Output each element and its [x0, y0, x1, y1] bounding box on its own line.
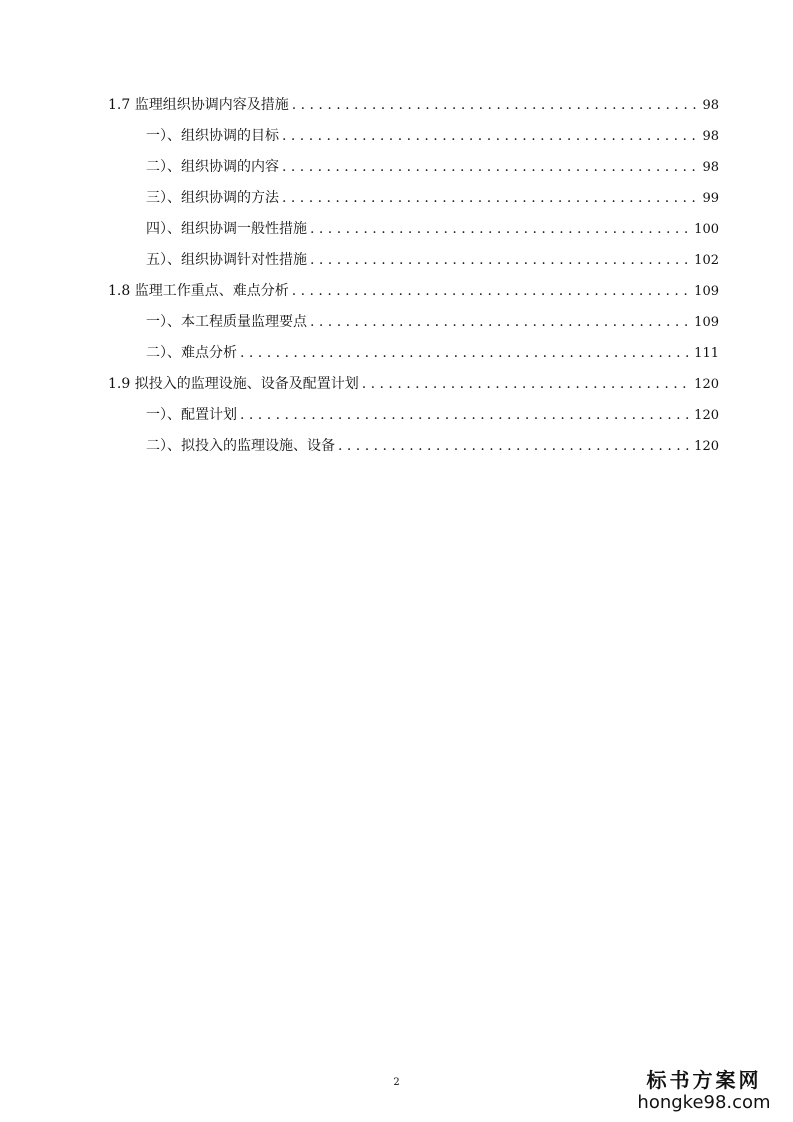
- toc-dot-leader: [240, 342, 691, 364]
- toc-entry-title: 1.9 拟投入的监理设施、设备及配置计划: [108, 376, 359, 392]
- toc-dot-leader: [338, 435, 691, 457]
- toc-entry-page: 98: [702, 98, 719, 113]
- toc-entry-title: 一）、组织协调的目标: [146, 128, 279, 144]
- toc-entry[interactable]: [108, 125, 719, 156]
- toc-entry-title: 二）、组织协调的内容: [146, 159, 279, 175]
- toc-entry-title: 五）、组织协调针对性措施: [146, 252, 307, 268]
- toc-dot-leader: [282, 156, 699, 178]
- toc-entry-title: 1.7 监理组织协调内容及措施: [108, 97, 289, 113]
- toc-entry[interactable]: [108, 373, 719, 404]
- toc-entry-page: 111: [694, 346, 719, 361]
- toc-entry-title: 一）、本工程质量监理要点: [146, 314, 307, 330]
- toc-entry-title: 1.8 监理工作重点、难点分析: [108, 283, 289, 299]
- toc-entry-page: 109: [694, 284, 719, 299]
- toc-entry[interactable]: [108, 187, 719, 218]
- toc-entry-title: 四）、组织协调一般性措施: [146, 221, 307, 237]
- toc-dot-leader: [292, 280, 691, 302]
- toc-entry[interactable]: [108, 404, 719, 435]
- table-of-contents: [108, 94, 719, 466]
- toc-entry[interactable]: [108, 156, 719, 187]
- toc-entry[interactable]: [108, 435, 719, 466]
- toc-entry-title: 二）、拟投入的监理设施、设备: [146, 438, 335, 454]
- toc-entry-page: 109: [694, 315, 719, 330]
- watermark-title: 标书方案网: [646, 1068, 762, 1092]
- toc-entry[interactable]: [108, 249, 719, 280]
- toc-entry-page: 120: [694, 439, 719, 454]
- toc-entry-page: 100: [694, 222, 719, 237]
- toc-dot-leader: [310, 311, 691, 333]
- toc-dot-leader: [362, 373, 691, 395]
- toc-entry-page: 120: [694, 408, 719, 423]
- toc-entry[interactable]: [108, 311, 719, 342]
- toc-entry[interactable]: [108, 280, 719, 311]
- toc-dot-leader: [240, 404, 691, 426]
- toc-entry-title: 三）、组织协调的方法: [146, 190, 279, 206]
- page-number: 2: [393, 1077, 400, 1088]
- toc-entry-page: 98: [702, 160, 719, 175]
- toc-entry[interactable]: [108, 342, 719, 373]
- toc-entry-page: 98: [702, 129, 719, 144]
- toc-dot-leader: [310, 249, 691, 271]
- toc-dot-leader: [310, 218, 691, 240]
- toc-dot-leader: [282, 187, 699, 209]
- toc-entry-page: 120: [694, 377, 719, 392]
- toc-entry-title: 二）、难点分析: [146, 345, 237, 361]
- toc-dot-leader: [282, 125, 699, 147]
- toc-entry-title: 一）、配置计划: [146, 407, 237, 423]
- toc-entry-page: 102: [694, 253, 719, 268]
- watermark-logo: [629, 1068, 779, 1114]
- toc-entry[interactable]: [108, 218, 719, 249]
- toc-entry[interactable]: [108, 94, 719, 125]
- toc-entry-page: 99: [702, 191, 719, 206]
- toc-dot-leader: [292, 94, 700, 116]
- watermark-domain: hongke98.com: [637, 1092, 771, 1113]
